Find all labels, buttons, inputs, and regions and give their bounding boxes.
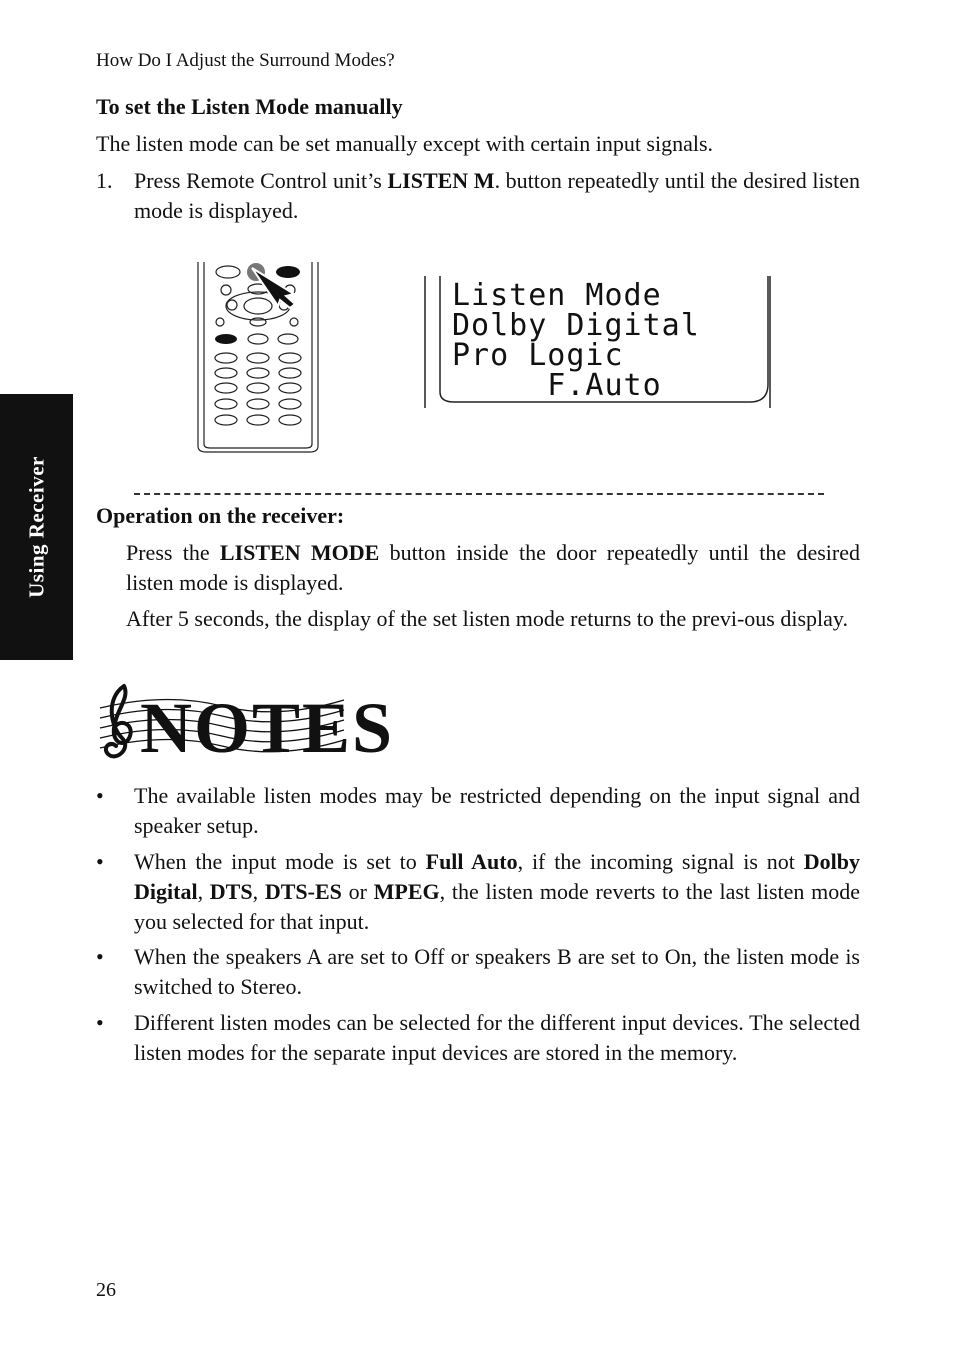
full-auto-label: Full Auto (425, 849, 518, 874)
page-number: 26 (96, 1279, 116, 1301)
note-4-text: Different listen modes can be selected for the different input devices. The selected listen modes for the separate input devices are stored in the memory. (134, 1010, 860, 1065)
bullet-marker: • (96, 783, 104, 808)
operation-heading: Operation on the receiver: (96, 503, 345, 528)
dashed-divider (134, 493, 824, 495)
operation-paragraph-1 (126, 538, 860, 598)
lcd-line-1: Listen Mode (452, 278, 662, 313)
dts-es-label: DTS-ES (264, 879, 342, 904)
notes-logo (96, 678, 395, 770)
lcd-line-3: Pro Logic (452, 338, 624, 373)
note-3-text: When the speakers A are set to Off or speakers B are set to On, the listen mode is switched to Stereo. (134, 944, 860, 999)
note-2-sep1: , (197, 879, 210, 904)
note-2-or: or (341, 879, 374, 904)
op1-pre: Press the (126, 540, 220, 565)
note-2-a: When the input mode is set to (134, 849, 426, 874)
note-2-d: , the listen mode reverts to the last listen mode you selected for that input. (134, 879, 861, 934)
notes-logo-text: NOTES (140, 688, 395, 768)
note-1-text: The available listen modes may be restricted depending on the input signal and speaker setup. (134, 783, 860, 838)
listen-mode-label: LISTEN MODE (219, 540, 380, 565)
section-heading: To set the Listen Mode manually (96, 94, 403, 119)
remote-control-illustration (196, 262, 321, 454)
step-text (134, 166, 860, 226)
dolby-digital-label: Dolby Digital (134, 849, 860, 904)
bullet-marker: • (96, 1010, 104, 1035)
side-tab (0, 394, 73, 660)
listen-m-label: LISTEN M (387, 168, 495, 193)
step-number: 1. (96, 168, 113, 193)
operation-paragraph-2: After 5 seconds, the display of the set listen mode returns to the previ-ous display. (126, 606, 848, 631)
bullet-marker: • (96, 944, 104, 969)
mpeg-label: MPEG (373, 879, 440, 904)
lcd-line-2: Dolby Digital (452, 308, 700, 343)
note-2-text (134, 847, 860, 937)
bullet-marker: • (96, 849, 104, 874)
dts-label: DTS (209, 879, 253, 904)
step-text-post: . button repeatedly until the desired listen mode is displayed. (134, 168, 860, 223)
side-tab-label: Using Receiver (24, 456, 48, 598)
running-head: How Do I Adjust the Surround Modes? (96, 50, 395, 71)
step-text-pre: Press Remote Control unit’s (134, 168, 388, 193)
lcd-line-4: F.Auto (452, 368, 662, 403)
op1-post: button inside the door repeatedly until the desired listen mode is displayed. (126, 540, 860, 595)
intro-paragraph: The listen mode can be set manually except with certain input signals. (96, 131, 714, 156)
note-2-sep2: , (252, 879, 265, 904)
note-2-c: , if the incoming signal is not (517, 849, 804, 874)
